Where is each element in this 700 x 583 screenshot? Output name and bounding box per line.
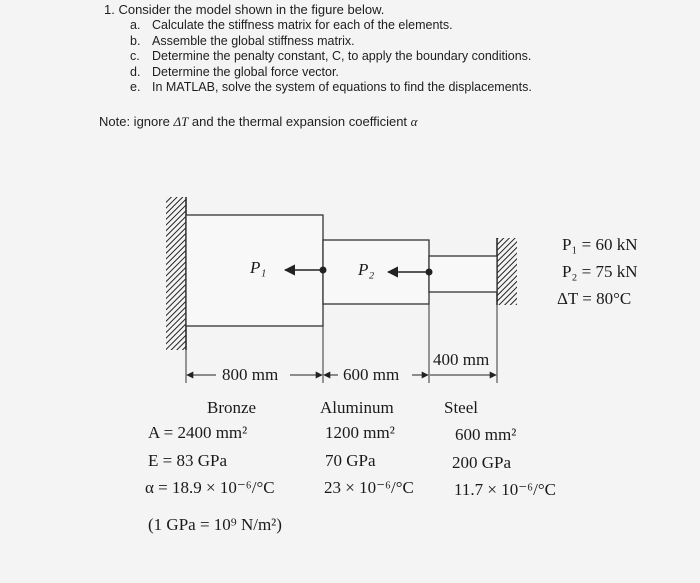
question-item-b: b. Assemble the global stiffness matrix. — [130, 33, 355, 48]
material-bronze: Bronze — [207, 398, 257, 417]
dim-label-400: 400 mm — [433, 350, 490, 369]
alpha-row: α = 18.9 × 10⁻⁶/°C — [145, 478, 275, 497]
given-p2: P₂ = 75 kN — [562, 262, 638, 281]
modulus-aluminum: 70 GPa — [325, 451, 376, 470]
unit-note: (1 GPa = 10⁹ N/m²) — [148, 515, 282, 534]
dim-label-600: 600 mm — [343, 365, 400, 384]
dim-label-800: 800 mm — [222, 365, 279, 384]
area-row: A = 2400 mm² — [148, 423, 248, 442]
given-p1: P₁ = 60 kN — [562, 235, 638, 254]
question-item-e: e. In MATLAB, solve the system of equations to find the displacements. — [130, 80, 532, 95]
question-heading: 1. Consider the model shown in the figure below. — [104, 2, 385, 17]
alpha-aluminum: 23 × 10⁻⁶/°C — [324, 478, 414, 497]
left-wall-hatch — [166, 197, 186, 350]
material-steel: Steel — [444, 398, 478, 417]
question-item-a: a. Calculate the stiffness matrix for each of the elements. — [130, 18, 453, 32]
load-label-p1: P₁ — [250, 258, 267, 277]
load-label-p2: P₂ — [358, 260, 375, 279]
modulus-row: E = 83 GPa — [148, 451, 228, 470]
area-steel: 600 mm² — [455, 425, 517, 444]
alpha-steel: 11.7 × 10⁻⁶/°C — [454, 480, 556, 499]
note-text: Note: ignore ΔT and the thermal expansion coefficient α — [99, 114, 418, 129]
right-wall-hatch — [497, 238, 517, 305]
material-aluminum: Aluminum — [320, 398, 394, 417]
question-item-c: c. Determine the penalty constant, C, to apply the boundary conditions. — [130, 49, 532, 64]
given-delta-t: ΔT = 80°C — [557, 289, 632, 308]
modulus-steel: 200 GPa — [452, 453, 512, 472]
steel-segment — [429, 256, 497, 292]
question-item-d: d. Determine the global force vector. — [130, 64, 339, 79]
area-aluminum: 1200 mm² — [325, 423, 395, 442]
